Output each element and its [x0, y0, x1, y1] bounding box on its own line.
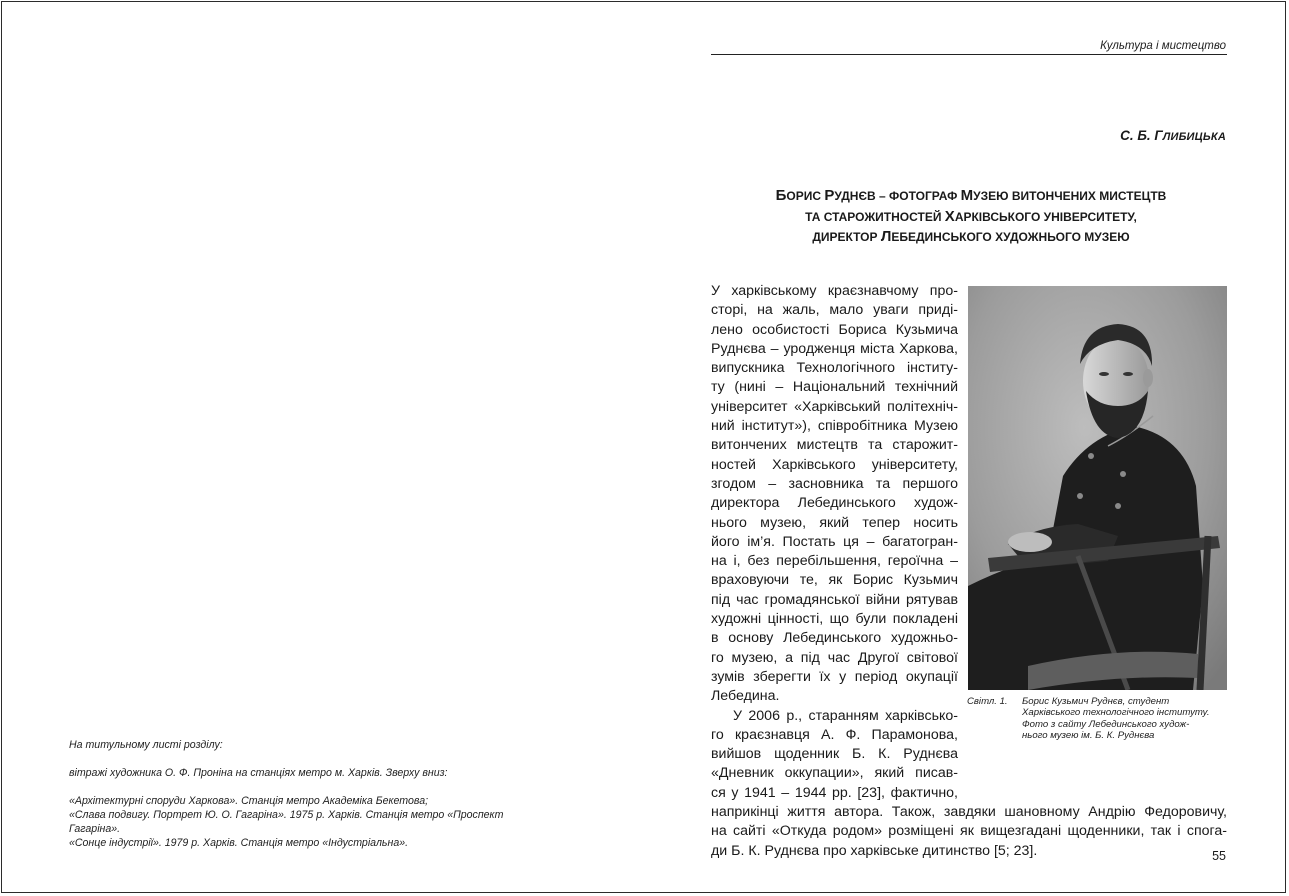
caption-line: нього музею ім. Б. К. Руднєва [1022, 730, 1155, 742]
body-line: випускника Технологічного інститу- [711, 360, 958, 377]
caption-line: Фото з сайту Лебединського худож- [1022, 718, 1190, 730]
notes-item: «Слава подвигу. Портрет Ю. О. Гагаріна». 1975 р. Харків. Станція метро «Проспект [69, 809, 504, 821]
body-line: на і, без перебільшення, героїчна – [711, 553, 958, 570]
body-line: ди Б. К. Руднєва про харківське дитинство [5; 23]. [711, 842, 1038, 859]
body-line: враховуючи те, як Борис Кузьмич [711, 572, 958, 589]
body-line: «Дневник оккупации», який писав- [711, 765, 958, 782]
notes-item: «Сонце індустрії». 1979 р. Харків. Станція метро «Індустріальна». [69, 837, 409, 849]
title-cap: Х [944, 207, 955, 225]
article-title [711, 186, 1231, 248]
notes-heading: На титульному листі розділу: [69, 739, 223, 751]
body-line: університет «Харківський політехніч- [711, 398, 958, 415]
body-line: го музею, а під час Другої світової [711, 649, 958, 666]
caption-line: Харківського технологічного інституту. [1022, 707, 1210, 719]
title-smallcaps: ЕБЕДИНСЬКОГО ХУДОЖНЬОГО МУЗЕЮ [891, 230, 1130, 244]
body-line: ся у 1941 – 1944 рр. [23], фактично, [711, 784, 958, 801]
spacer [69, 780, 569, 794]
title-smallcaps: ОРИС [786, 189, 825, 203]
body-line: нього музею, який тепер носить [711, 514, 958, 531]
body-line: лено особистості Бориса Кузьмича [711, 321, 958, 338]
author-name [711, 128, 1226, 143]
portrait-photo [968, 286, 1227, 690]
body-line: го краєзнавця А. Ф. Парамонова, [711, 726, 958, 743]
body-line: в основу Лебединського художньо- [711, 630, 958, 647]
body-line: на сайті «Откуда родом» розміщені як вищезгадані щоденники, так і спога- [711, 823, 1227, 840]
title-cap: Б [775, 187, 787, 204]
figure-label: Світл. 1. [967, 696, 1008, 707]
title-page-notes [69, 738, 569, 850]
author-initials: С. Б. Г [1120, 128, 1163, 143]
title-cap: Л [880, 228, 892, 245]
author-surname-smallcaps: ЛИБИЦЬКА [1162, 131, 1226, 143]
notes-subheading: вітражі художника О. Ф. Проніна на станціях метро м. Харків. Зверху вниз: [69, 767, 448, 779]
notes-item: Гагаріна». [69, 823, 121, 835]
header-rule [711, 54, 1227, 55]
portrait-image [968, 286, 1227, 690]
title-line-3 [711, 227, 1231, 248]
body-line: сторі, на жаль, мало уваги приді- [711, 302, 958, 319]
title-cap: М [960, 187, 974, 204]
body-line: наприкінці життя автора. Також, завдяки шановному Андрію Федоровичу, [711, 804, 1227, 821]
body-line: ний інститут»), співробітника Музею [711, 418, 958, 435]
title-smallcaps: ТА СТАРОЖИТНОСТЕЙ [805, 209, 945, 224]
body-line: під час громадянської війни рятував [711, 591, 958, 608]
body-line: ностей Харківського університету, [711, 456, 958, 473]
body-line: ту (нині – Національний технічний [711, 379, 958, 396]
body-line: згодом – засновника та першого [711, 475, 958, 492]
title-smallcaps: УДНЄВ – ФОТОГРАФ [834, 189, 961, 203]
caption-line: Борис Кузьмич Руднєв, студент [1022, 696, 1170, 707]
body-line: вийшов щоденник Б. К. Руднєва [711, 746, 958, 763]
page-number: 55 [1212, 849, 1226, 863]
title-smallcaps: УЗЕЮ ВИТОНЧЕНИХ МИСТЕЦТВ [973, 189, 1167, 203]
body-line: зумів зберегти їх у період окупації [711, 668, 958, 685]
figure-caption-text [1022, 696, 1232, 742]
title-line-1 [711, 186, 1231, 207]
title-line-2 [711, 207, 1231, 228]
running-head: Культура і мистецтво [1100, 40, 1226, 52]
title-cap: Р [824, 187, 835, 204]
body-line: Лебедина. [711, 688, 780, 705]
body-line: художні цінності, що були покладені [711, 611, 958, 628]
title-smallcaps: ДИРЕКТОР [812, 230, 881, 244]
body-line: Руднєва – уродженця міста Харкова, [711, 340, 958, 357]
title-smallcaps: АРКІВСЬКОГО УНІВЕРСИТЕТУ, [954, 209, 1137, 224]
body-line: У харківському краєзнавчому про- [711, 283, 958, 299]
notes-item: «Архітектурні споруди Харкова». Станція метро Академіка Бекетова; [69, 795, 429, 807]
body-line: його ім’я. Постать ця – багатогран- [711, 533, 958, 550]
body-line: директора Лебединського худож- [711, 495, 958, 512]
body-line: У 2006 р., старанням харківсько- [733, 707, 958, 724]
spacer [69, 752, 569, 766]
body-line: витончених мистецтв та старожит- [711, 437, 958, 454]
